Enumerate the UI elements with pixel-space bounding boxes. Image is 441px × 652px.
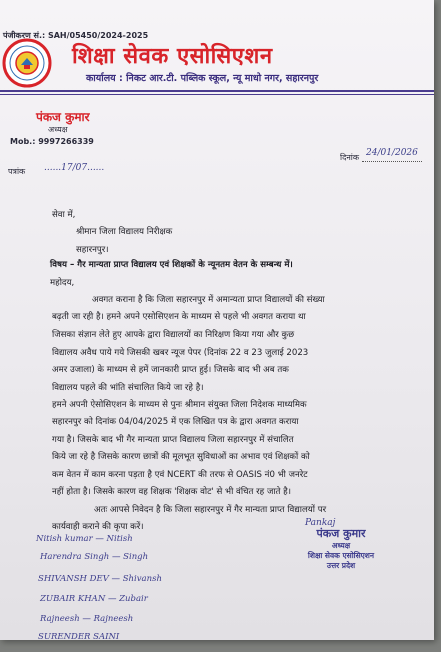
header-divider-bottom [0,94,434,95]
signatory-signature: Harendra Singh — Singh [40,552,149,562]
registration-number: पंजीकरण सं.: SAH/05450/2024-2025 [3,31,149,40]
president-name: पंकज कुमार [36,110,90,124]
stamp-state: उत्तर प्रदेश [326,561,356,570]
stamp-org: शिक्षा सेवक एसोसिएशन [307,551,375,560]
body-line: विद्यालय पहले की भांति संचालित किये जा रहे है। [52,383,204,393]
body-line: अमर उजाला) के माध्यम से हमें जानकारी प्राप्त हुई। जिसके बाद भी अब तक [52,365,289,375]
body-line: सहारनपुर को दिनांक 04/04/2025 में एक लिखित पत्र के द्वारा अवगत कराया [52,417,299,427]
reference-label: पत्रांक [8,167,26,176]
body-line: कार्यवाही कराने की कृपा करें। [52,522,144,532]
body-line: हमने अपनी ऐसोसिएशन के माध्यम से पुनः श्रीमान संयुक्त जिला निदेशक माध्यमिक [52,400,307,410]
president-title: अध्यक्ष [48,125,68,134]
signatory-signature: SURENDER SAINI [38,632,120,640]
office-address: कार्यालय : निकट आर.टी. पब्लिक स्कूल, न्यू माधो नगर, सहारनपुर [86,73,319,84]
to-line: सेवा में, [52,210,76,220]
body-line: विद्यालय अवैध पाये गये जिसकी खबर न्यूज पेपर (दिनांक 22 व 23 जुलाई 2023 [52,348,309,358]
president-stamp [286,526,396,571]
stamp-name: पंकज कुमार [316,527,366,540]
president-signature: Pankaj [305,518,336,528]
body-line: बढ़ती जा रही है। हमने अपने एसोसिएशन के माध्यम से पहले भी अवगत कराया था [52,312,306,322]
body-line: कम वेतन में काम करना पड़ता है एवं NCERT की तरफ से OASIS नं0 भी जनरेट [52,470,308,480]
date-underline [362,161,422,162]
date-label: दिनांक [340,153,359,162]
signatory-signature: ZUBAIR KHAN — Zubair [40,594,148,604]
subject-line: विषय – गैर मान्यता प्राप्त विद्यालय एवं शिक्षकों के न्यूनतम वेतन के सम्बन्ध में। [50,260,293,270]
association-logo-icon [2,38,52,88]
salutation: महोदय, [50,278,75,288]
to-line: श्रीमान जिला विद्यालय निरीक्षक [76,227,173,237]
reference-value: ......17/07...... [44,163,105,173]
stamp-title: अध्यक्ष [331,541,351,550]
header-divider-top [0,90,434,92]
organization-name: शिक्षा सेवक एसोसिएशन [72,44,273,69]
body-line: जिसका संज्ञान लेते हुए आपके द्वारा विद्यालयों का निरिक्षण किया गया और कुछ [52,330,295,340]
to-line: सहारनपुर। [76,245,109,255]
body-line: नहीं होता है। जिसके कारण वह शिक्षक 'शिक्षक वोट' से भी वंचित रह जाते है। [52,487,292,497]
body-line: अतः आपसे निवेदन है कि जिला सहारनपुर में गैर मान्यता प्राप्त विद्यालयों पर [94,505,327,515]
body-line: गया है। जिसके बाद भी गैर मान्यता प्राप्त विद्यालय जिला सहारनपुर में संचालित [52,435,294,445]
date-value: 24/01/2026 [366,148,418,158]
body-line: अवगत कराना है कि जिला सहारनपुर में अमान्यता प्राप्त विद्यालयों की संख्या [92,295,325,305]
signatory-signature: SHIVANSH DEV — Shivansh [38,574,162,584]
signatory-signature: Nitish kumar — Nitish [36,534,133,544]
president-mobile: Mob.: 9997266339 [10,137,94,146]
signatory-signature: Rajneesh — Rajneesh [40,614,134,624]
body-line: किये जा रहे है जिसके कारण छात्रों की मूलभूत सुविधाओं का अभाव एवं शिक्षकों को [52,452,310,462]
